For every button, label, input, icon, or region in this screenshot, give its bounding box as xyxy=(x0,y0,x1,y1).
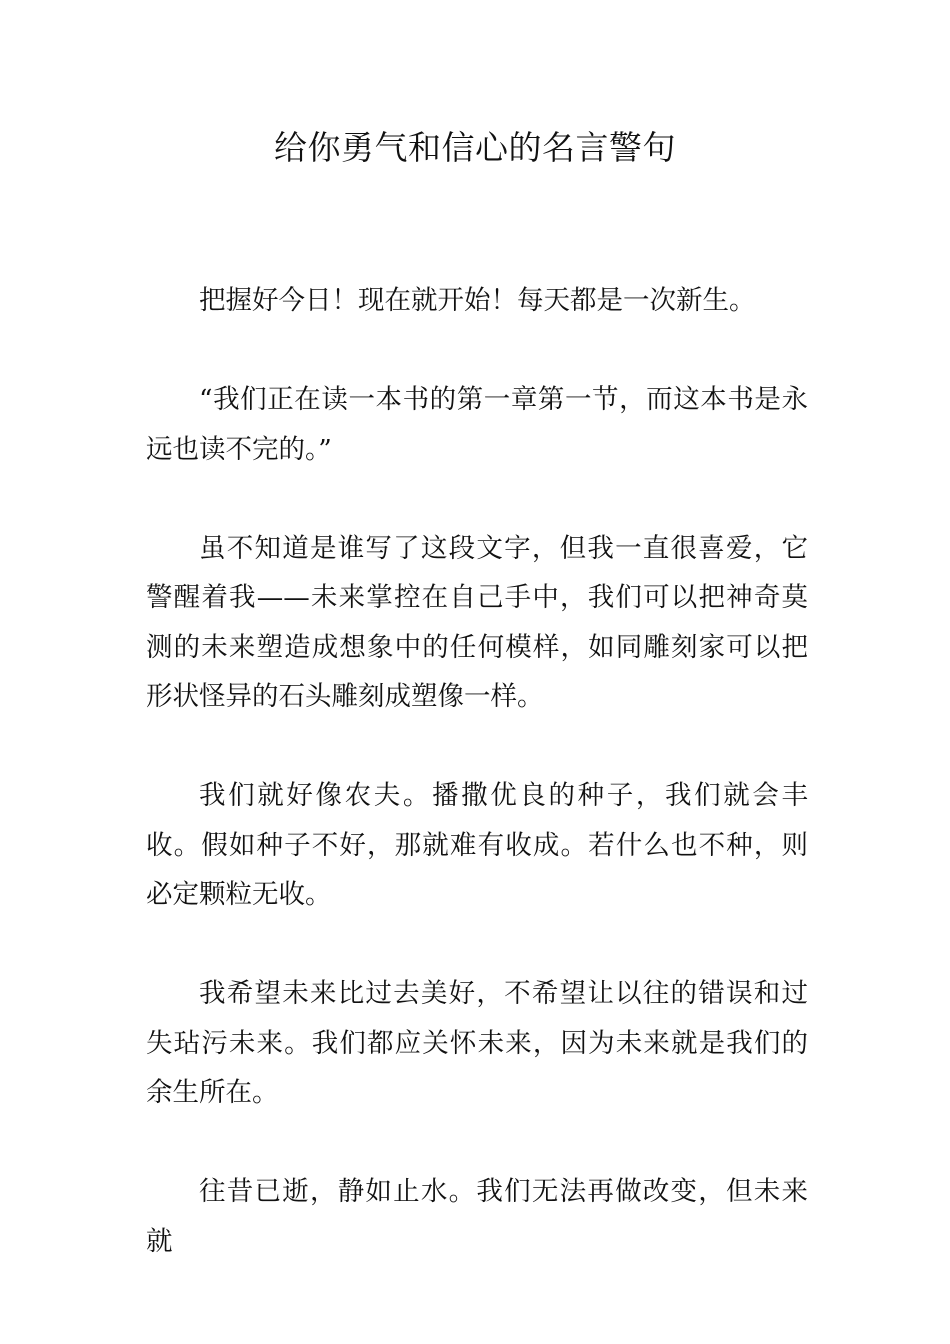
paragraph-3: 虽不知道是谁写了这段文字，但我一直很喜爱，它警醒着我——未来掌控在自己手中，我们可以把神奇莫测的未来塑造成想象中的任何模样，如同雕刻家可以把形状怪异的石头雕刻成塑像一样。 xyxy=(146,532,808,712)
page-title: 给你勇气和信心的名言警句 xyxy=(274,128,676,167)
paragraph-2-quote: “我们正在读一本书的第一章第一节，而这本书是永远也读不完的。” xyxy=(146,384,808,465)
paragraph-5: 我希望未来比过去美好，不希望让以往的错误和过失玷污未来。我们都应关怀未来，因为未来就是我们的余生所在。 xyxy=(146,978,808,1108)
paragraph-6: 往昔已逝，静如止水。我们无法再做改变，但未来就 xyxy=(146,1176,808,1257)
article-body xyxy=(146,276,808,1316)
paragraph-1: 把握好今日！现在就开始！每天都是一次新生。 xyxy=(199,285,756,316)
paragraph-4: 我们就好像农夫。播撒优良的种子，我们就会丰收。假如种子不好，那就难有收成。若什么也不种，则必定颗粒无收。 xyxy=(146,780,808,910)
